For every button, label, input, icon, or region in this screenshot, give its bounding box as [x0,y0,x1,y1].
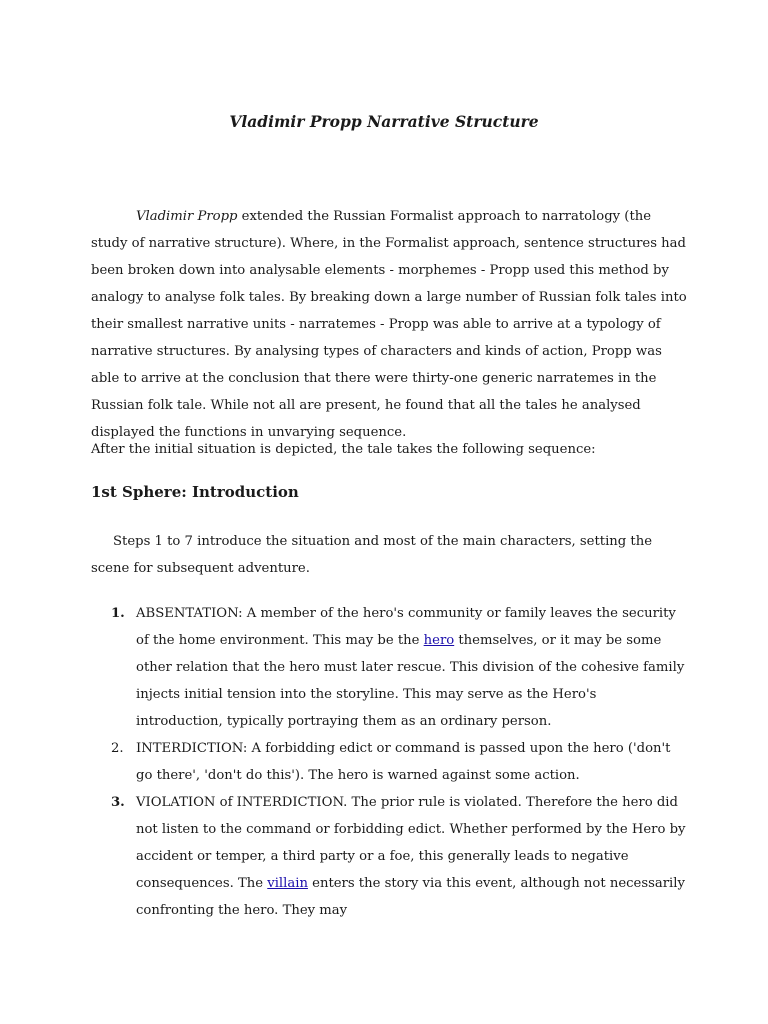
list-number: 3. [111,795,125,810]
list-number: 2. [111,741,124,756]
sequence-paragraph: After the initial situation is depicted, the tale takes the following sequence: [91,442,596,457]
function-list [91,600,687,924]
item-text: themselves, or it may be some other relation that the hero must later rescue. This division of the cohesive family injects initial tension into the storyline. This may serve as the Hero's introduction, typically portraying them as an ordinary person. [136,633,685,729]
document-title: Vladimir Propp Narrative Structure [229,112,539,131]
item-text: ABSENTATION: A member of the hero's community or family leaves the security of the home environment. This may be the [136,606,676,648]
list-item [91,600,687,735]
propp-name: Vladimir Propp [136,209,238,224]
list-item [91,789,687,924]
hero-link[interactable]: hero [423,633,455,648]
item-text: VIOLATION of INTERDICTION. The prior rule is violated. Therefore the hero did not listen to the command or forbidding edict. Whether performed by the Hero by accident or temper, a third party or a foe, this generally leads to negative consequences. The [136,795,686,891]
intro-paragraph [91,203,687,446]
villain-link[interactable]: villain [267,876,308,891]
section-intro-paragraph: Steps 1 to 7 introduce the situation and most of the main characters, setting the scene for subsequent adventure. [91,534,653,576]
item-text: INTERDICTION: A forbidding edict or command is passed upon the hero ('don't go there', 'don't do this'). The hero is warned against some action. [136,741,671,783]
list-number: 1. [111,606,125,621]
item-text: enters the story via this event, although not necessarily confronting the hero. They may [136,876,685,918]
list-item [91,735,687,789]
intro-text: extended the Russian Formalist approach to narratology (the study of narrative structure). Where, in the Formalist approach, sentence structures had been broken down into analysable elements - morphemes - Propp used this method by analogy to analyse folk tales. By breaking down a large number of Russian folk tales into their smallest narrative units - narratemes - Propp was able to arrive at a typology of narrative structures. By analysing types of characters and kinds of action, Propp was able to arrive at the conclusion that there were thirty-one generic narratemes in the Russian folk tale. While not all are present, he found that all the tales he analysed displayed the functions in unvarying sequence. [91,209,687,440]
section-heading: 1st Sphere: Introduction [91,483,299,501]
